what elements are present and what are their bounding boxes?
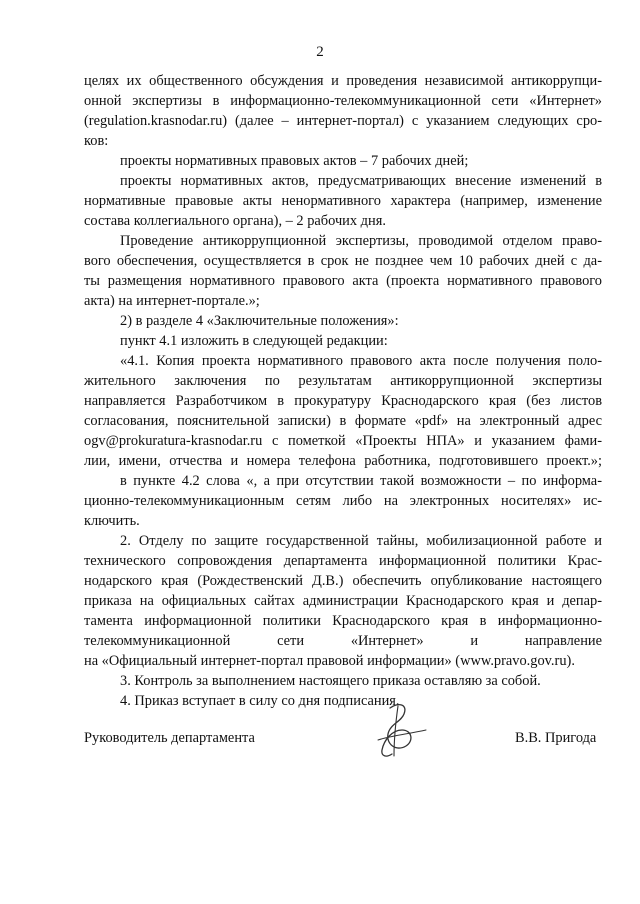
page-number: 2 [316, 44, 324, 60]
text-line: жительного заключения по результатам антикоррупционной экспертизы [84, 373, 602, 389]
text-line: вого обеспечения, осуществляется в срок не позднее чем 10 рабочих дней с да- [84, 253, 602, 269]
text-line: ключить. [84, 513, 140, 529]
text-line: технического сопровождения департамента информационной политики Крас- [84, 553, 602, 569]
text-line: телекоммуникационной сети «Интернет» и направление [84, 633, 602, 649]
text-line: приказа на официальных сайтах администрации Краснодарского края и депар- [84, 593, 602, 609]
text-line: ogv@prokuratura-krasnodar.ru с пометкой «Проекты НПА» и указанием фами- [84, 433, 602, 449]
text-line: ционно-телекоммуникационным сетям либо на электронных носителях» ис- [84, 493, 602, 509]
text-line: ков: [84, 133, 109, 149]
text-line: в пункте 4.2 слова «, а при отсутствии такой возможности – по информа- [120, 473, 602, 489]
signatory-position: Руководитель департамента [84, 730, 255, 746]
handwritten-signature-icon [368, 700, 432, 762]
text-line: направляется Разработчиком в прокуратуру Краснодарского края (без листов [84, 393, 602, 409]
text-line: Проведение антикоррупционной экспертизы, проводимой отделом право- [120, 233, 602, 249]
text-line: 4. Приказ вступает в силу со дня подписания. [120, 693, 400, 709]
text-line: проекты нормативных актов, предусматривающих внесение изменений в [120, 173, 602, 189]
text-line: согласования, пояснительной записки) в формате «pdf» на электронный адрес [84, 413, 602, 429]
text-line: нормативные правовые акты ненормативного характера (например, изменение [84, 193, 602, 209]
text-line: (regulation.krasnodar.ru) (далее – интернет-портал) с указанием следующих сро- [84, 113, 602, 129]
text-line: акта) на интернет-портале.»; [84, 293, 260, 309]
text-line: ты размещения нормативного правового акта (проекта нормативного правового [84, 273, 602, 289]
text-line: 3. Контроль за выполнением настоящего приказа оставляю за собой. [120, 673, 541, 689]
text-line: проекты нормативных правовых актов – 7 рабочих дней; [120, 153, 469, 169]
text-line: тамента информационной политики Краснодарского края в информационно- [84, 613, 602, 629]
text-line: пункт 4.1 изложить в следующей редакции: [120, 333, 388, 349]
text-line: нодарского края (Рождественский Д.В.) обеспечить опубликование настоящего [84, 573, 602, 589]
text-line: 2) в разделе 4 «Заключительные положения»: [120, 313, 399, 329]
text-line: «4.1. Копия проекта нормативного правового акта после получения поло- [120, 353, 602, 369]
text-line: онной экспертизы в информационно-телекоммуникационной сети «Интернет» [84, 93, 602, 109]
signatory-name: В.В. Пригода [515, 730, 597, 746]
text-line: целях их общественного обсуждения и проведения независимой антикоррупци- [84, 73, 602, 89]
text-line: 2. Отделу по защите государственной тайны, мобилизационной работе и [120, 533, 602, 549]
text-line: на «Официальный интернет-портал правовой информации» (www.pravo.gov.ru). [84, 653, 575, 669]
text-line: лии, имени, отчества и номера телефона работника, подготовившего проект.»; [84, 453, 602, 469]
text-line: состава коллегиального органа), – 2 рабочих дня. [84, 213, 386, 229]
